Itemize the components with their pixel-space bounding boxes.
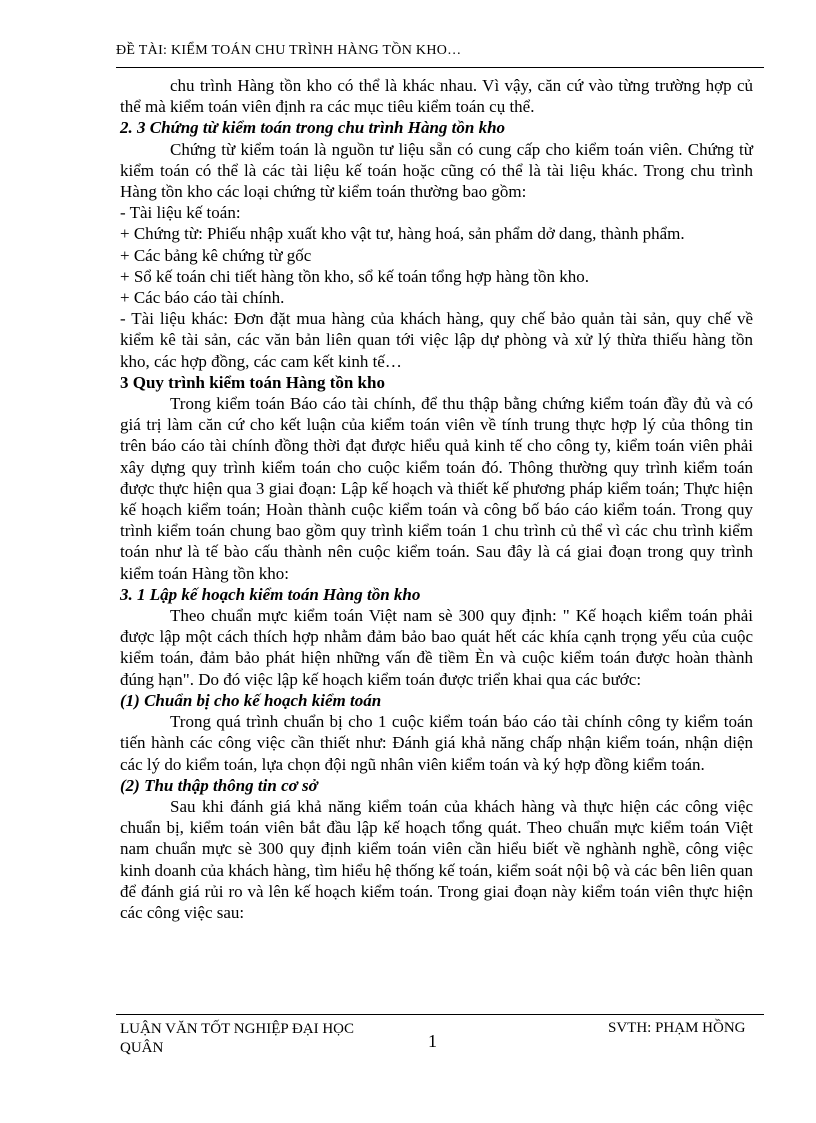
footer-left: LUẬN VĂN TỐT NGHIỆP ĐẠI HỌC QUÂN: [120, 1021, 355, 1056]
list-item: + Chứng từ: Phiếu nhập xuất kho vật tư, hàng hoá, sản phẩm dở dang, thành phẩm.: [120, 224, 685, 244]
list-item: + Các bảng kê chứng từ gốc: [120, 245, 312, 265]
section-heading: 2. 3 Chứng từ kiểm toán trong chu trình Hàng tồn kho: [120, 118, 506, 138]
page-header: ĐỀ TÀI: KIỂM TOÁN CHU TRÌNH HÀNG TỒN KHO…: [116, 43, 462, 58]
list-item: + Các báo cáo tài chính.: [120, 288, 285, 308]
paragraph: Chứng từ kiểm toán là nguồn tư liệu sẵn có cung cấp cho kiểm toán viên. Chứng từ kiểm toán có thể là các tài liệu kế toán hoặc cũng có thể là tài liệu khác. Trong chu trình Hàng tồn kho các loại chứng từ kiểm toán thường bao gồm:: [120, 139, 753, 202]
paragraph: chu trình Hàng tồn kho có thể là khác nhau. Vì vậy, căn cứ vào từng trường hợp củ thể mà kiểm toán viên định ra các mục tiêu kiểm toán cụ thể.: [120, 76, 753, 117]
footer-right: SVTH: PHẠM HỒNG: [608, 1020, 746, 1036]
page-number: 1: [428, 1031, 437, 1051]
subsection-heading: (2) Thu thập thông tin cơ sở: [120, 775, 318, 795]
footer-divider: [116, 1014, 764, 1015]
paragraph: Trong kiểm toán Báo cáo tài chính, để thu thập bằng chứng kiểm toán đầy đủ và có giá trị làm căn cứ cho kết luận của kiểm toán viên về tính trung thực hợp lý của thông tin trên báo cáo tài chính đồng thời đạt được hiểu quả kinh tế cho công ty, kiểm toán viên phải xây dựng quy trình kiểm toán cho cuộc kiểm toán đó. Thông thường quy trình kiểm toán được thực hiện qua 3 giai đoạn: Lập kế hoạch và thiết kế phương pháp kiểm toán; Thực hiện kế hoạch kiểm toán; Hoàn thành cuộc kiểm toán và công bố báo cáo kiểm toán. Trong quy trình kiểm toán chung bao gồm quy trình kiểm toán 1 chu trình củ thể vì các chu trình kiểm toán như là tế bào cấu thành nên cuộc kiểm toán. Sau đây là cá giai đoạn trong quy trình kiểm toán Hàng tồn kho:: [120, 394, 753, 583]
paragraph: - Tài liệu khác: Đơn đặt mua hàng của khách hàng, quy chế bảo quản tài sản, quy chế về kiểm kê tài sản, các văn bản liên quan tới việc lập dự phòng và xử lý thừa thiếu hàng tồn kho, các hợp đồng, các cam kết kinh tế…: [120, 309, 753, 371]
paragraph: Theo chuẩn mực kiểm toán Việt nam sè 300 quy định: " Kế hoạch kiểm toán phải được lập một cách thích hợp nhằm đảm bảo bao quát hết các khía cạnh trọng yếu của cuộc kiểm toán, đảm bảo phát hiện những vấn đề tiềm Èn và cuộc kiểm toán được hoàn thành đúng hạn". Do đó việc lập kế hoạch kiểm toán được triển khai qua các bước:: [120, 606, 753, 689]
paragraph: Trong quá trình chuẩn bị cho 1 cuộc kiểm toán báo cáo tài chính công ty kiểm toán tiến hành các công việc cần thiết như: Đánh giá khả năng chấp nhận kiểm toán, nhận diện các lý do kiểm toán, lựa chọn đội ngũ nhân viên kiểm toán và ký hợp đồng kiểm toán.: [120, 712, 753, 774]
section-heading: 3 Quy trình kiểm toán Hàng tồn kho: [120, 372, 385, 392]
section-heading: 3. 1 Lập kế hoạch kiểm toán Hàng tồn kho: [120, 584, 421, 604]
document-body: [120, 75, 753, 923]
paragraph: Sau khi đánh giá khả năng kiểm toán của khách hàng và thực hiện các công việc chuẩn bị, kiểm toán viên bắt đầu lập kế hoạch tổng quát. Theo chuẩn mực kiểm toán Việt nam chuẩn mực sè 300 quy định kiểm toán viên cần hiểu biết về nghành nghề, công việc kinh doanh của khách hàng, tìm hiểu hệ thống kế toán, kiểm soát nội bộ và các bên liên quan để đánh giá rủi ro và lên kế hoạch kiểm toán. Trong giai đoạn này kiểm toán viên thực hiện các công việc sau:: [120, 796, 753, 922]
header-divider: [116, 67, 764, 68]
subsection-heading: (1) Chuẩn bị cho kế hoạch kiểm toán: [120, 690, 382, 710]
list-item: + Sổ kế toán chi tiết hàng tồn kho, sổ kế toán tổng hợp hàng tồn kho.: [120, 266, 590, 286]
list-item: - Tài liệu kế toán:: [120, 203, 241, 223]
